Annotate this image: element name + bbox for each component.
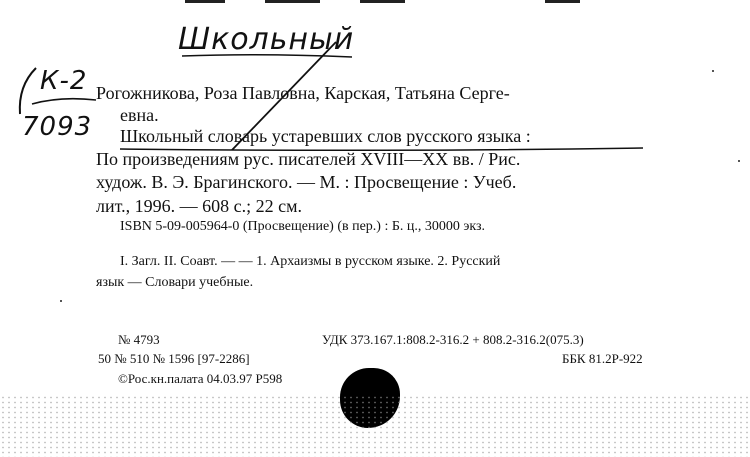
isbn-line: ISBN 5-09-005964-0 (Просвещение) (в пер.) : Б. ц., 30000 экз. (120, 219, 486, 234)
author-line: Рогожникова, Роза Павловна, Карская, Татьяна Серге- (96, 83, 510, 103)
speck (712, 70, 714, 72)
subtitle-line: По произведениям рус. писателей XVIII—XX вв. / Рис. (96, 149, 521, 169)
shelf-mark-top: К-2 (40, 66, 88, 96)
speck (738, 160, 740, 162)
scan-mark (185, 0, 225, 3)
subjects-line: I. Загл. II. Соавт. — — 1. Архаизмы в русском языке. 2. Русский (120, 254, 501, 269)
udk-code: УДК 373.167.1:808.2-316.2 + 808.2-316.2(075.3) (322, 332, 584, 347)
shelf-mark-divider (30, 90, 100, 110)
subjects-line-cont: язык — Словари учебные. (96, 275, 254, 290)
scan-noise (0, 395, 750, 457)
handwritten-heading: Школьный (178, 22, 355, 57)
pages-line: лит., 1996. — 608 с.; 22 см. (96, 196, 302, 216)
catalog-numbers: 50 № 510 № 1596 [97-2286] (98, 351, 250, 366)
bbk-code: ББК 81.2Р-922 (562, 351, 643, 366)
scan-mark (265, 0, 320, 3)
shelf-mark-bottom: 7093 (22, 112, 93, 142)
scan-mark (360, 0, 405, 3)
book-chamber-stamp: ©Рос.кн.палата 04.03.97 Р598 (118, 371, 283, 386)
illustrator-line: худож. В. Э. Брагинского. — М. : Просвещение : Учеб. (96, 172, 517, 192)
scan-mark (545, 0, 580, 3)
author-line-cont: евна. (120, 105, 159, 125)
card-number: № 4793 (118, 332, 160, 347)
speck (60, 300, 62, 302)
title-line: Школьный словарь устаревших слов русского языка : (120, 126, 531, 146)
